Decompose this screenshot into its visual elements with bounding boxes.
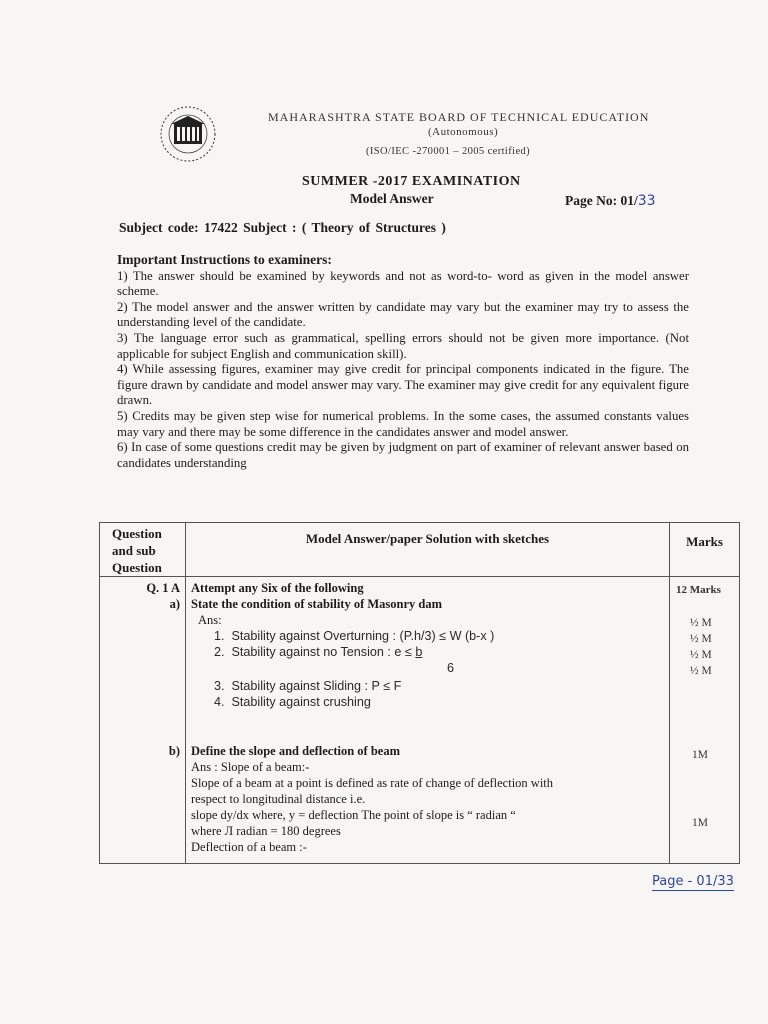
qa-item-num: 3.	[214, 679, 225, 693]
page-number	[565, 193, 656, 209]
qa-item-text: Stability against no Tension : e ≤	[231, 645, 416, 659]
qb-line: respect to longitudinal distance i.e.	[191, 792, 366, 806]
qa-frac-num: b	[415, 645, 423, 659]
header-marks: Marks	[670, 523, 740, 577]
marks-column	[670, 577, 740, 864]
qb-mark-2: 1M	[692, 817, 708, 829]
qa-frac-den: 6	[447, 661, 455, 675]
table-body-row	[100, 577, 740, 864]
page-number-label: Page No: 01/	[565, 193, 638, 208]
qb-line: slope dy/dx where, y = deflection The point of slope is “ radian “	[191, 808, 516, 822]
instructions-block	[117, 252, 689, 471]
question-column	[100, 577, 186, 864]
model-answer-title: Model Answer	[350, 191, 434, 206]
q1-marks: 12 Marks	[676, 584, 721, 596]
qa-mark: ½ M	[690, 649, 712, 661]
qa-label: a)	[169, 597, 180, 611]
header-question: Question and sub Question	[100, 523, 186, 577]
qa-item-num: 4.	[214, 695, 225, 709]
subject-close: )	[441, 220, 446, 235]
qa-item-4	[214, 695, 371, 709]
autonomous-label: (Autonomous)	[428, 126, 499, 138]
qb-mark-1: 1M	[692, 749, 708, 761]
qa-mark: ½ M	[690, 633, 712, 645]
instruction-item: 6) In case of some questions credit may be given by judgment on part of examiner of relevant answer based on candidates understanding	[117, 440, 689, 470]
exam-title: SUMMER -2017 EXAMINATION	[302, 174, 521, 189]
msbte-logo	[155, 104, 221, 164]
subject-line	[119, 220, 446, 236]
qa-mark: ½ M	[690, 617, 712, 629]
qb-line: Deflection of a beam :-	[191, 840, 307, 854]
iso-certification: (ISO/IEC -270001 – 2005 certified)	[366, 146, 531, 157]
answers-table	[99, 522, 740, 864]
subject-code: 17422	[204, 220, 238, 235]
qa-heading: State the condition of stability of Masonry dam	[191, 597, 443, 611]
page-number-total: 33	[637, 193, 656, 209]
qa-item-1	[214, 629, 494, 643]
qb-line: Ans : Slope of a beam:-	[191, 760, 310, 774]
answer-column	[186, 577, 670, 864]
qa-item-3	[214, 679, 401, 693]
qa-item-text: Stability against Sliding : P ≤ F	[231, 679, 402, 693]
qa-item-num: 2.	[214, 645, 225, 659]
instruction-item: 5) Credits may be given step wise for numerical problems. In the some cases, the assumed constants values may vary and there may be some difference in the candidates answer and model answer.	[117, 408, 689, 439]
qa-ans-label: Ans:	[198, 613, 222, 627]
qb-label: b)	[168, 744, 180, 758]
qa-item-num: 1.	[214, 629, 225, 643]
instruction-item: 4) While assessing figures, examiner may give credit for principal components indicated in the figure. The figure drawn by candidate and model answer may vary. The examiner may give credit for any equivalent figure drawn.	[117, 362, 689, 408]
qa-item-2	[214, 645, 422, 659]
qa-item-text: Stability against crushing	[231, 695, 371, 709]
table-header-row	[100, 523, 740, 577]
header-model-answer: Model Answer/paper Solution with sketches	[186, 523, 670, 577]
instruction-item: 1) The answer should be examined by keywords and not as word-to- word as given in the model answer scheme.	[117, 268, 689, 299]
instruction-item: 3) The language error such as grammatical, spelling errors should not be given more importance. (Not applicable for subject English and communication skill).	[117, 330, 689, 361]
subject-name: Theory of Structures	[311, 220, 437, 235]
q1-heading: Attempt any Six of the following	[191, 581, 364, 595]
subject-code-label: Subject code:	[119, 220, 199, 235]
instructions-heading: Important Instructions to examiners:	[117, 252, 332, 267]
qb-heading: Define the slope and deflection of beam	[191, 744, 401, 758]
qb-line: where Л radian = 180 degrees	[191, 824, 341, 838]
instruction-item: 2) The model answer and the answer written by candidate may vary but the examiner may try to assess the understanding level of the candidate.	[117, 299, 689, 330]
subject-label: Subject : (	[243, 220, 307, 235]
qa-mark: ½ M	[690, 665, 712, 677]
qa-item-text: Stability against Overturning : (P.h/3) ≤ W (b-x )	[231, 629, 495, 643]
handwritten-page-stamp: Page - 01/33	[652, 874, 734, 889]
board-name: MAHARASHTRA STATE BOARD OF TECHNICAL EDUCATION	[268, 110, 650, 124]
qb-line: Slope of a beam at a point is defined as rate of change of deflection with	[191, 776, 554, 790]
q1-label: Q. 1 A	[146, 581, 180, 595]
